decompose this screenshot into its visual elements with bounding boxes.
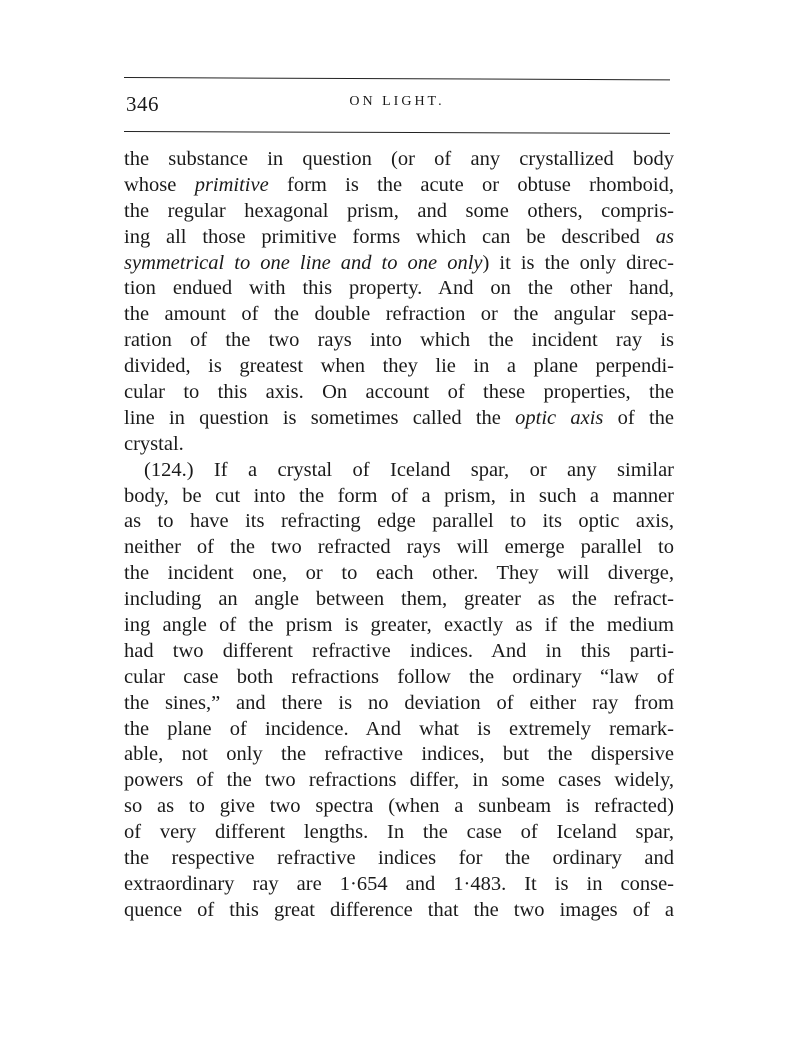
page-number: 346 — [126, 92, 159, 116]
header-rule-top — [124, 77, 670, 80]
running-head: ON LIGHT. — [349, 94, 445, 109]
text-line: symmetrical to one line and to one only) it is the only direc- — [124, 251, 674, 274]
text-line: tion endued with this property. And on the other hand, — [124, 277, 674, 300]
italic-term: as — [655, 225, 674, 248]
text-line: had two different refractive indices. And in this parti- — [124, 639, 674, 662]
text-line: the respective refractive indices for the ordinary and — [124, 847, 674, 870]
text-line: including an angle between them, greater as the refract- — [124, 588, 674, 611]
text-line: line in question is sometimes called the optic axis of the — [124, 406, 674, 429]
text-line: neither of the two refracted rays will emerge parallel to — [124, 536, 674, 559]
italic-term: primitive — [194, 173, 269, 196]
italic-phrase: symmetrical to one line and to one only — [124, 251, 483, 274]
text-line: the sines,” and there is no deviation of either ray from — [124, 691, 674, 714]
text-line: the regular hexagonal prism, and some others, compris- — [124, 199, 674, 222]
text-line: extraordinary ray are 1·654 and 1·483. It is in conse- — [124, 872, 674, 895]
text-line: powers of the two refractions differ, in some cases widely, — [124, 769, 674, 792]
italic-term: optic axis — [515, 406, 604, 429]
text-line: as to have its refracting edge parallel to its optic axis, — [124, 510, 674, 533]
text-line: crystal. — [124, 432, 184, 455]
header-rule-bottom — [124, 131, 670, 134]
text-line: quence of this great difference that the two images of a — [124, 898, 674, 921]
text-line: body, be cut into the form of a prism, in such a manner — [124, 484, 674, 507]
text-line: divided, is greatest when they lie in a plane perpendi- — [124, 355, 674, 378]
page-header — [124, 88, 670, 116]
text-line: ration of the two rays into which the incident ray is — [124, 329, 674, 352]
text-line: so as to give two spectra (when a sunbeam is refracted) — [124, 795, 674, 818]
body-text — [124, 147, 674, 924]
text-line: able, not only the refractive indices, but the dispersive — [124, 743, 674, 766]
text-line: whose primitive form is the acute or obtuse rhomboid, — [124, 173, 674, 196]
text-line: cular to this axis. On account of these properties, the — [124, 381, 674, 404]
text-line: of very different lengths. In the case of Iceland spar, — [124, 821, 674, 844]
text-line: the substance in question (or of any crystallized body — [124, 148, 674, 170]
text-line: ing all those primitive forms which can be described as — [124, 225, 674, 248]
text-line: the incident one, or to each other. They will diverge, — [124, 562, 674, 585]
text-line: ing angle of the prism is greater, exactly as if the medium — [124, 614, 674, 637]
paragraph-start-line: (124.) If a crystal of Iceland spar, or any similar — [144, 458, 674, 481]
text-line: the amount of the double refraction or the angular sepa- — [124, 303, 674, 326]
text-line: cular case both refractions follow the ordinary “law of — [124, 665, 674, 688]
text-line: the plane of incidence. And what is extremely remark- — [124, 717, 674, 740]
